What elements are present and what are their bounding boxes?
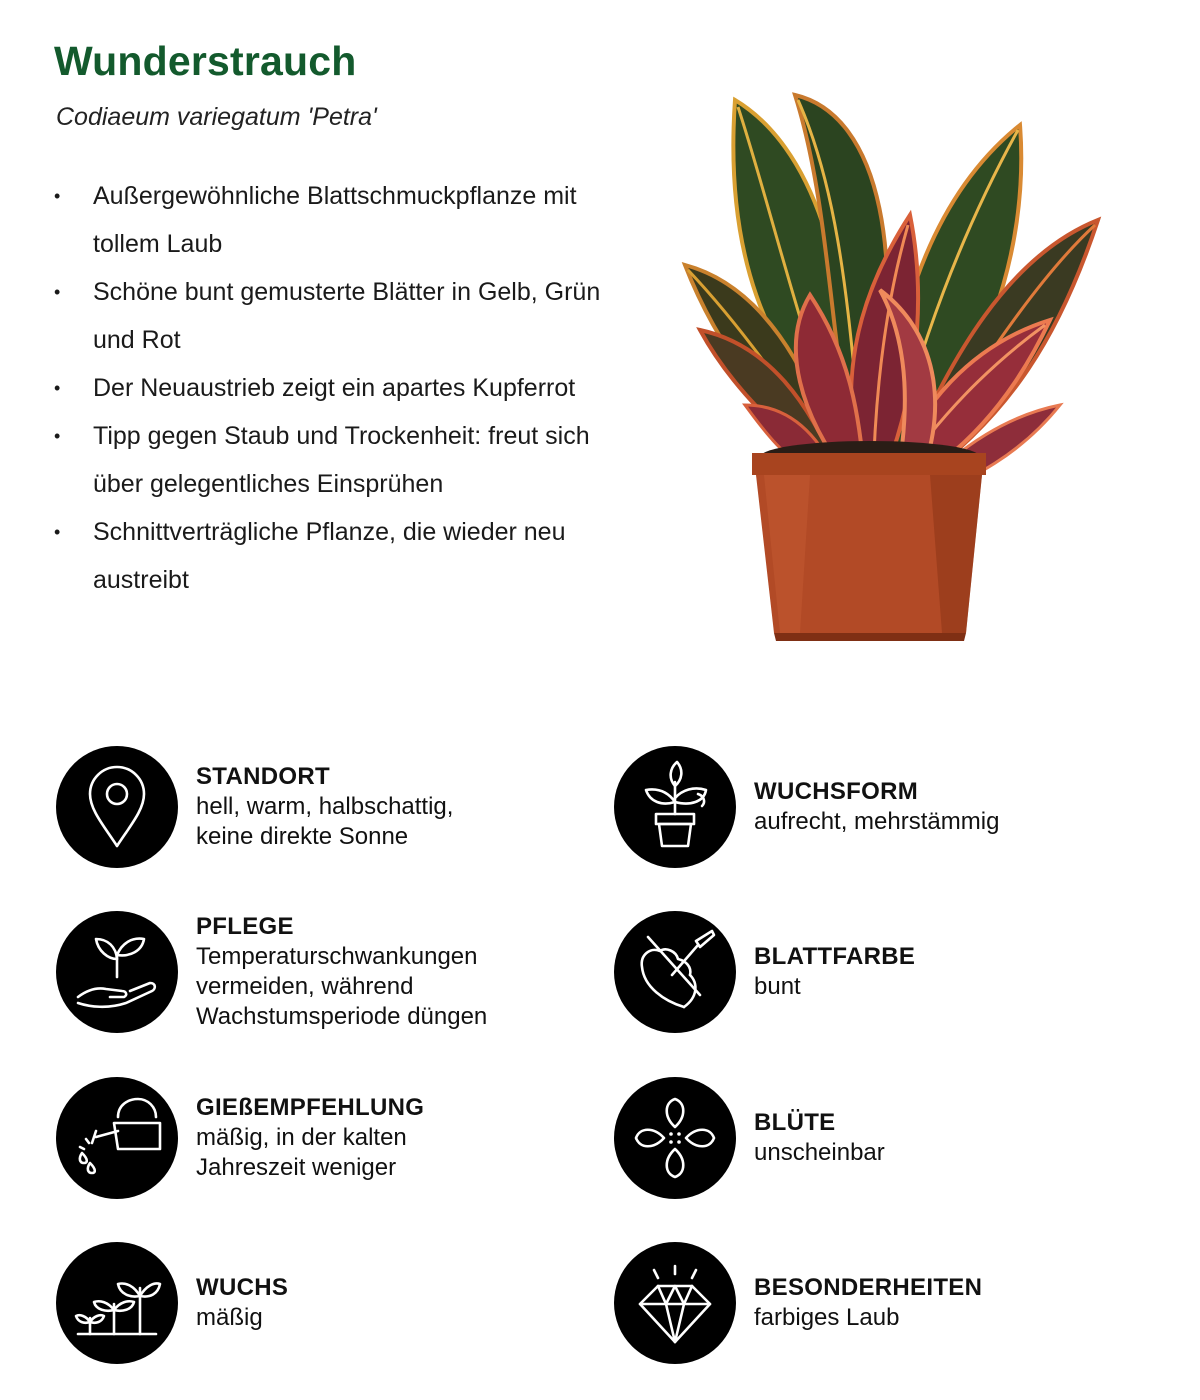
feature-text [754,746,1144,868]
feature-heading: WUCHS [196,1274,289,1301]
bullet-text: Tipp gegen Staub und Trockenheit: freut sich über gelegentliches Einsprühen [93,422,590,498]
bullet-item [54,172,634,268]
feature-text [754,911,1144,1033]
bullet-dot: • [54,186,61,206]
feature-standort [56,746,576,870]
sprouts-icon [56,1242,178,1364]
feature-text [754,1242,1144,1364]
plant-pot [752,453,986,641]
feature-text [196,911,586,1033]
feature-besonderheiten [614,1242,1134,1366]
feature-heading: BESONDERHEITEN [754,1274,983,1301]
flower-icon [614,1077,736,1199]
feature-description: mäßig, in der kalten Jahreszeit weniger [196,1124,407,1181]
feature-description: mäßig [196,1304,263,1331]
feature-description: Temperaturschwankungen vermeiden, während Wachstumsperiode düngen [196,943,488,1030]
bullet-text: Schnittverträgliche Pflanze, die wieder neu austreibt [93,518,566,594]
feature-heading: STANDORT [196,763,330,790]
hand-seedling-icon [56,911,178,1033]
feature-heading: WUCHSFORM [754,778,919,805]
feature-description: unscheinbar [754,1139,885,1166]
potted-plant-icon [614,746,736,868]
feature-wuchs [56,1242,576,1366]
bullet-item [54,364,634,412]
watering-can-icon [56,1077,178,1199]
feature-heading: BLATTFARBE [754,943,916,970]
plant-image [680,85,1110,645]
bullet-text: Schöne bunt gemusterte Blätter in Gelb, Grün und Rot [93,278,601,354]
feature-heading: BLÜTE [754,1109,836,1136]
feature-text [196,1077,586,1199]
bullet-text: Außergewöhnliche Blattschmuckpflanze mit tollem Laub [93,182,577,258]
bullet-item [54,412,634,508]
feature-text [196,1242,586,1364]
feature-blattfarbe [614,911,1134,1035]
feature-description: farbiges Laub [754,1304,900,1331]
location-pin-icon [56,746,178,868]
feature-pflege [56,911,576,1035]
feature-giessempfehlung [56,1077,576,1201]
feature-description: hell, warm, halbschattig, keine direkte Sonne [196,793,454,850]
bullet-dot: • [54,522,61,542]
feature-text [196,746,586,868]
feature-description: bunt [754,973,801,1000]
leaf-brush-icon [614,911,736,1033]
feature-description: aufrecht, mehrstämmig [754,808,1000,835]
bullet-item [54,268,634,364]
diamond-icon [614,1242,736,1364]
product-title: Wunderstrauch [54,38,357,84]
bullet-dot: • [54,282,61,302]
bullet-dot: • [54,426,61,446]
feature-wuchsform [614,746,1134,870]
bullet-item [54,508,634,604]
feature-bluete [614,1077,1134,1201]
feature-heading: PFLEGE [196,913,294,940]
botanical-name: Codiaeum variegatum 'Petra' [56,103,377,131]
bullet-dot: • [54,378,61,398]
feature-heading: GIEßEMPFEHLUNG [196,1094,425,1121]
bullet-text: Der Neuaustrieb zeigt ein apartes Kupferrot [93,374,576,402]
feature-bullet-list [54,172,634,604]
feature-text [754,1077,1144,1199]
